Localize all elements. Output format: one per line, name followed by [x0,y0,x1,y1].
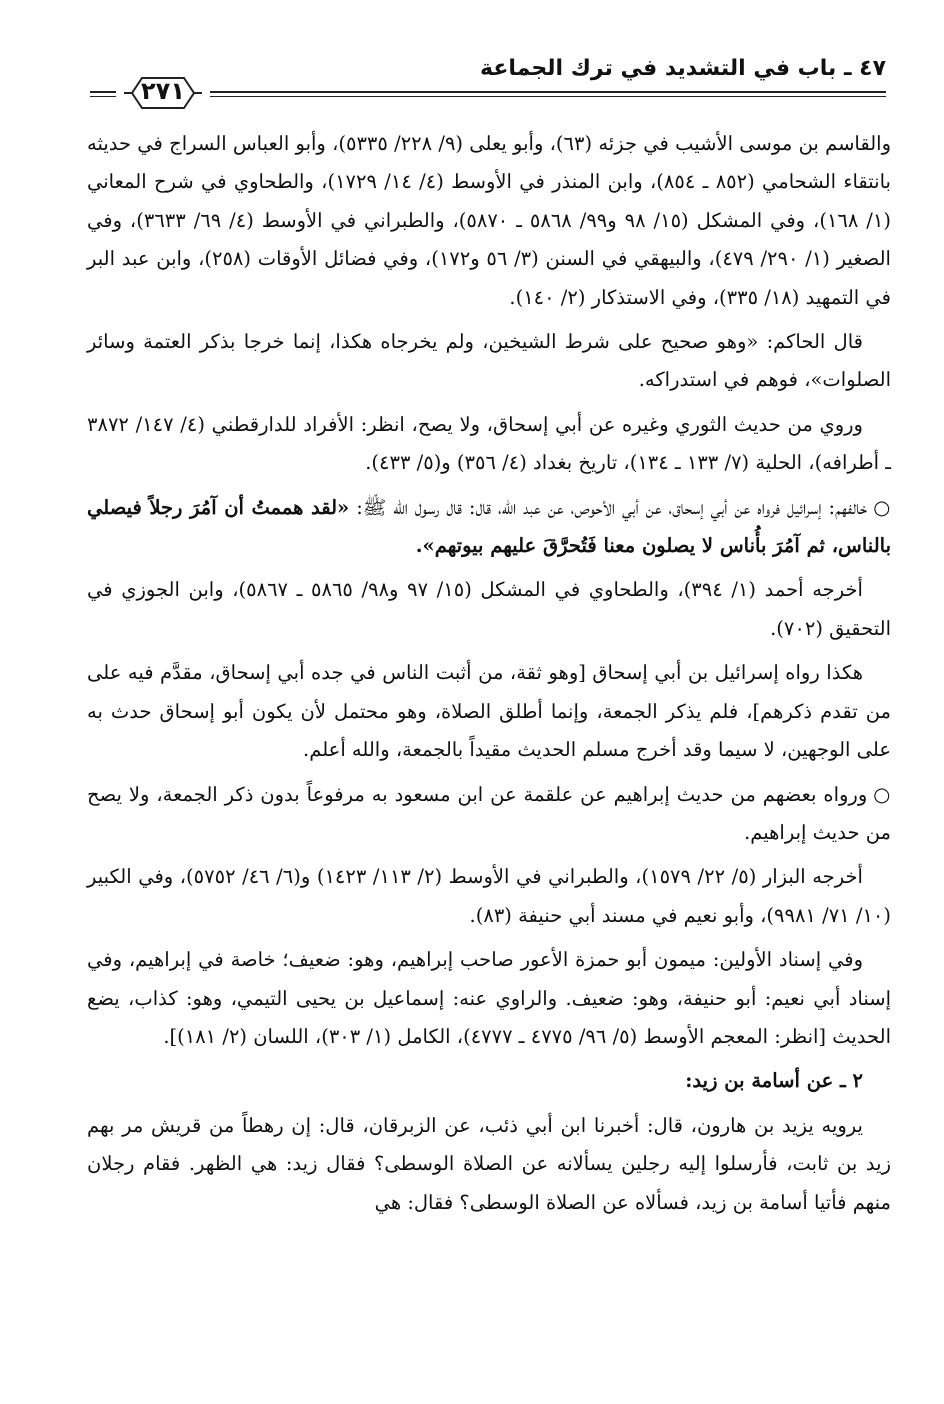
paragraph-text: خالفهم: إسرائيل فرواه عن أبي إسحاق، عن أبي الأحوص، عن عبد الله، قال: قال رسول الله ﷺ: [356,495,868,519]
paragraph: هكذا رواه إسرائيل بن أبي إسحاق [وهو ثقة، من أثبت الناس في جده أبي إسحاق، مقدَّم فيه على من تقدم ذكرهم]، فلم يذكر الجمعة، وإنما أطلق الصلاة، وهو محتمل لأن يكون أبو إسحاق حدث به على الوجهين، لا سيما وقد أخرج مسلم الحديث مقيداً بالجمعة، والله أعلم. [87,661,891,762]
circle-bullet-icon: ○ [873,495,892,519]
hadith-quote: «لقد هممتُ أن آمُرَ رجلاً فيصلي بالناس، ثم آمُرَ بأُناس لا يصلون معنا فَتُحرَّقَ عليهم بيوتهم». [87,495,891,558]
paragraph-with-bullet [87,489,891,566]
paragraph: وروي من حديث الثوري وغيره عن أبي إسحاق، ولا يصح، انظر: الأفراد للدارقطني (٤/ ١٤٧/ ٣٨٧٢ ـ أطرافه)، الحلية (٧/ ١٣٣ ـ ١٣٤)، تاريخ بغداد (٤/ ٣٥٦) و(٥/ ٤٣٣). [87,412,891,475]
paragraph: أخرجه البزار (٥/ ٢٢/ ١٥٧٩)، والطبراني في الأوسط (٢/ ١١٣/ ١٤٢٣) و(٦/ ٤٦/ ٥٧٥٢)، وفي الكبير (١٠/ ٧١/ ٩٩٨١)، وأبو نعيم في مسند أبي حنيفة (٨٣). [87,865,891,927]
section-heading: ٢ ـ عن أسامة بن زيد: [685,1069,863,1093]
paragraph: يرويه يزيد بن هارون، قال: أخبرنا ابن أبي ذئب، عن الزبرقان، قال: إن رهطاً من قريش مر بهم زيد بن ثابت، فأرسلوا إليه رجلين يسألانه عن الصلاة الوسطى؟ فقال زيد: هي الظهر. فقام رجلان منهم فأتيا أسامة بن زيد، فسألاه عن الصلاة الوسطى؟ فقال: هي [87,1113,891,1214]
header-rule-left [90,91,116,97]
page-number-frame [122,74,204,112]
paragraph: وفي إسناد الأولين: ميمون أبو حمزة الأعور صاحب إبراهيم، وهو: ضعيف؛ خاصة في إبراهيم، وفي إسناد أبي نعيم: أبو حنيفة، وهو: ضعيف. والراوي عنه: إسماعيل بن يحيى التيمي، وهو: كذاب، يضع الحديث [انظر: المعجم الأوسط (٥/ ٩٦/ ٤٧٧٥ ـ ٤٧٧٧)، الكامل (١/ ٣٠٣)، اللسان (٢/ ١٨١)]. [87,948,891,1048]
paragraph-text: ورواه بعضهم من حديث إبراهيم عن علقمة عن ابن مسعود به مرفوعاً بدون ذكر الجمعة، ولا يصح من حديث إبراهيم. [87,782,891,844]
page-header [86,44,886,104]
paragraph: والقاسم بن موسى الأشيب في جزئه (٦٣)، وأبو يعلى (٩/ ٢٢٨/ ٥٣٣٥)، وأبو العباس السراج في حديثه بانتقاء الشحامي (٨٥٢ ـ ٨٥٤)، وابن المنذر في الأوسط (٤/ ١٤/ ١٧٢٩)، والطحاوي في شرح المعاني (١/ ١٦٨)، وفي المشكل (١٥/ ٩٨ و٩٩/ ٥٨٦٨ ـ ٥٨٧٠)، والطبراني في الأوسط (٤/ ٦٩/ ٣٦٣٣)، وفي الصغير (١/ ٢٩٠/ ٤٧٩)، والبيهقي في السنن (٣/ ٥٦ و١٧٢)، وفي فضائل الأوقات (٢٥٨)، وابن عبد البر في التمهيد (١٨/ ٣٣٥)، وفي الاستذكار (٢/ ١٤٠). [87,132,891,309]
header-rule [210,91,886,97]
page-body [87,125,891,1228]
chapter-title: ٤٧ ـ باب في التشديد في ترك الجماعة [480,56,886,81]
paragraph: قال الحاكم: «وهو صحيح على شرط الشيخين، ولم يخرجاه هكذا، إنما خرجا بذكر العتمة وسائر الصلوات»، فوهم في استدراكه. [87,330,891,392]
circle-bullet-icon: ○ [873,782,892,806]
paragraph-with-bullet [87,776,891,853]
paragraph: أخرجه أحمد (١/ ٣٩٤)، والطحاوي في المشكل (١٥/ ٩٧ و٩٨/ ٥٨٦٥ ـ ٥٨٦٧)، وابن الجوزي في التحقيق (٧٠٢). [87,578,891,640]
page-number: ٢٧١ [141,77,185,105]
